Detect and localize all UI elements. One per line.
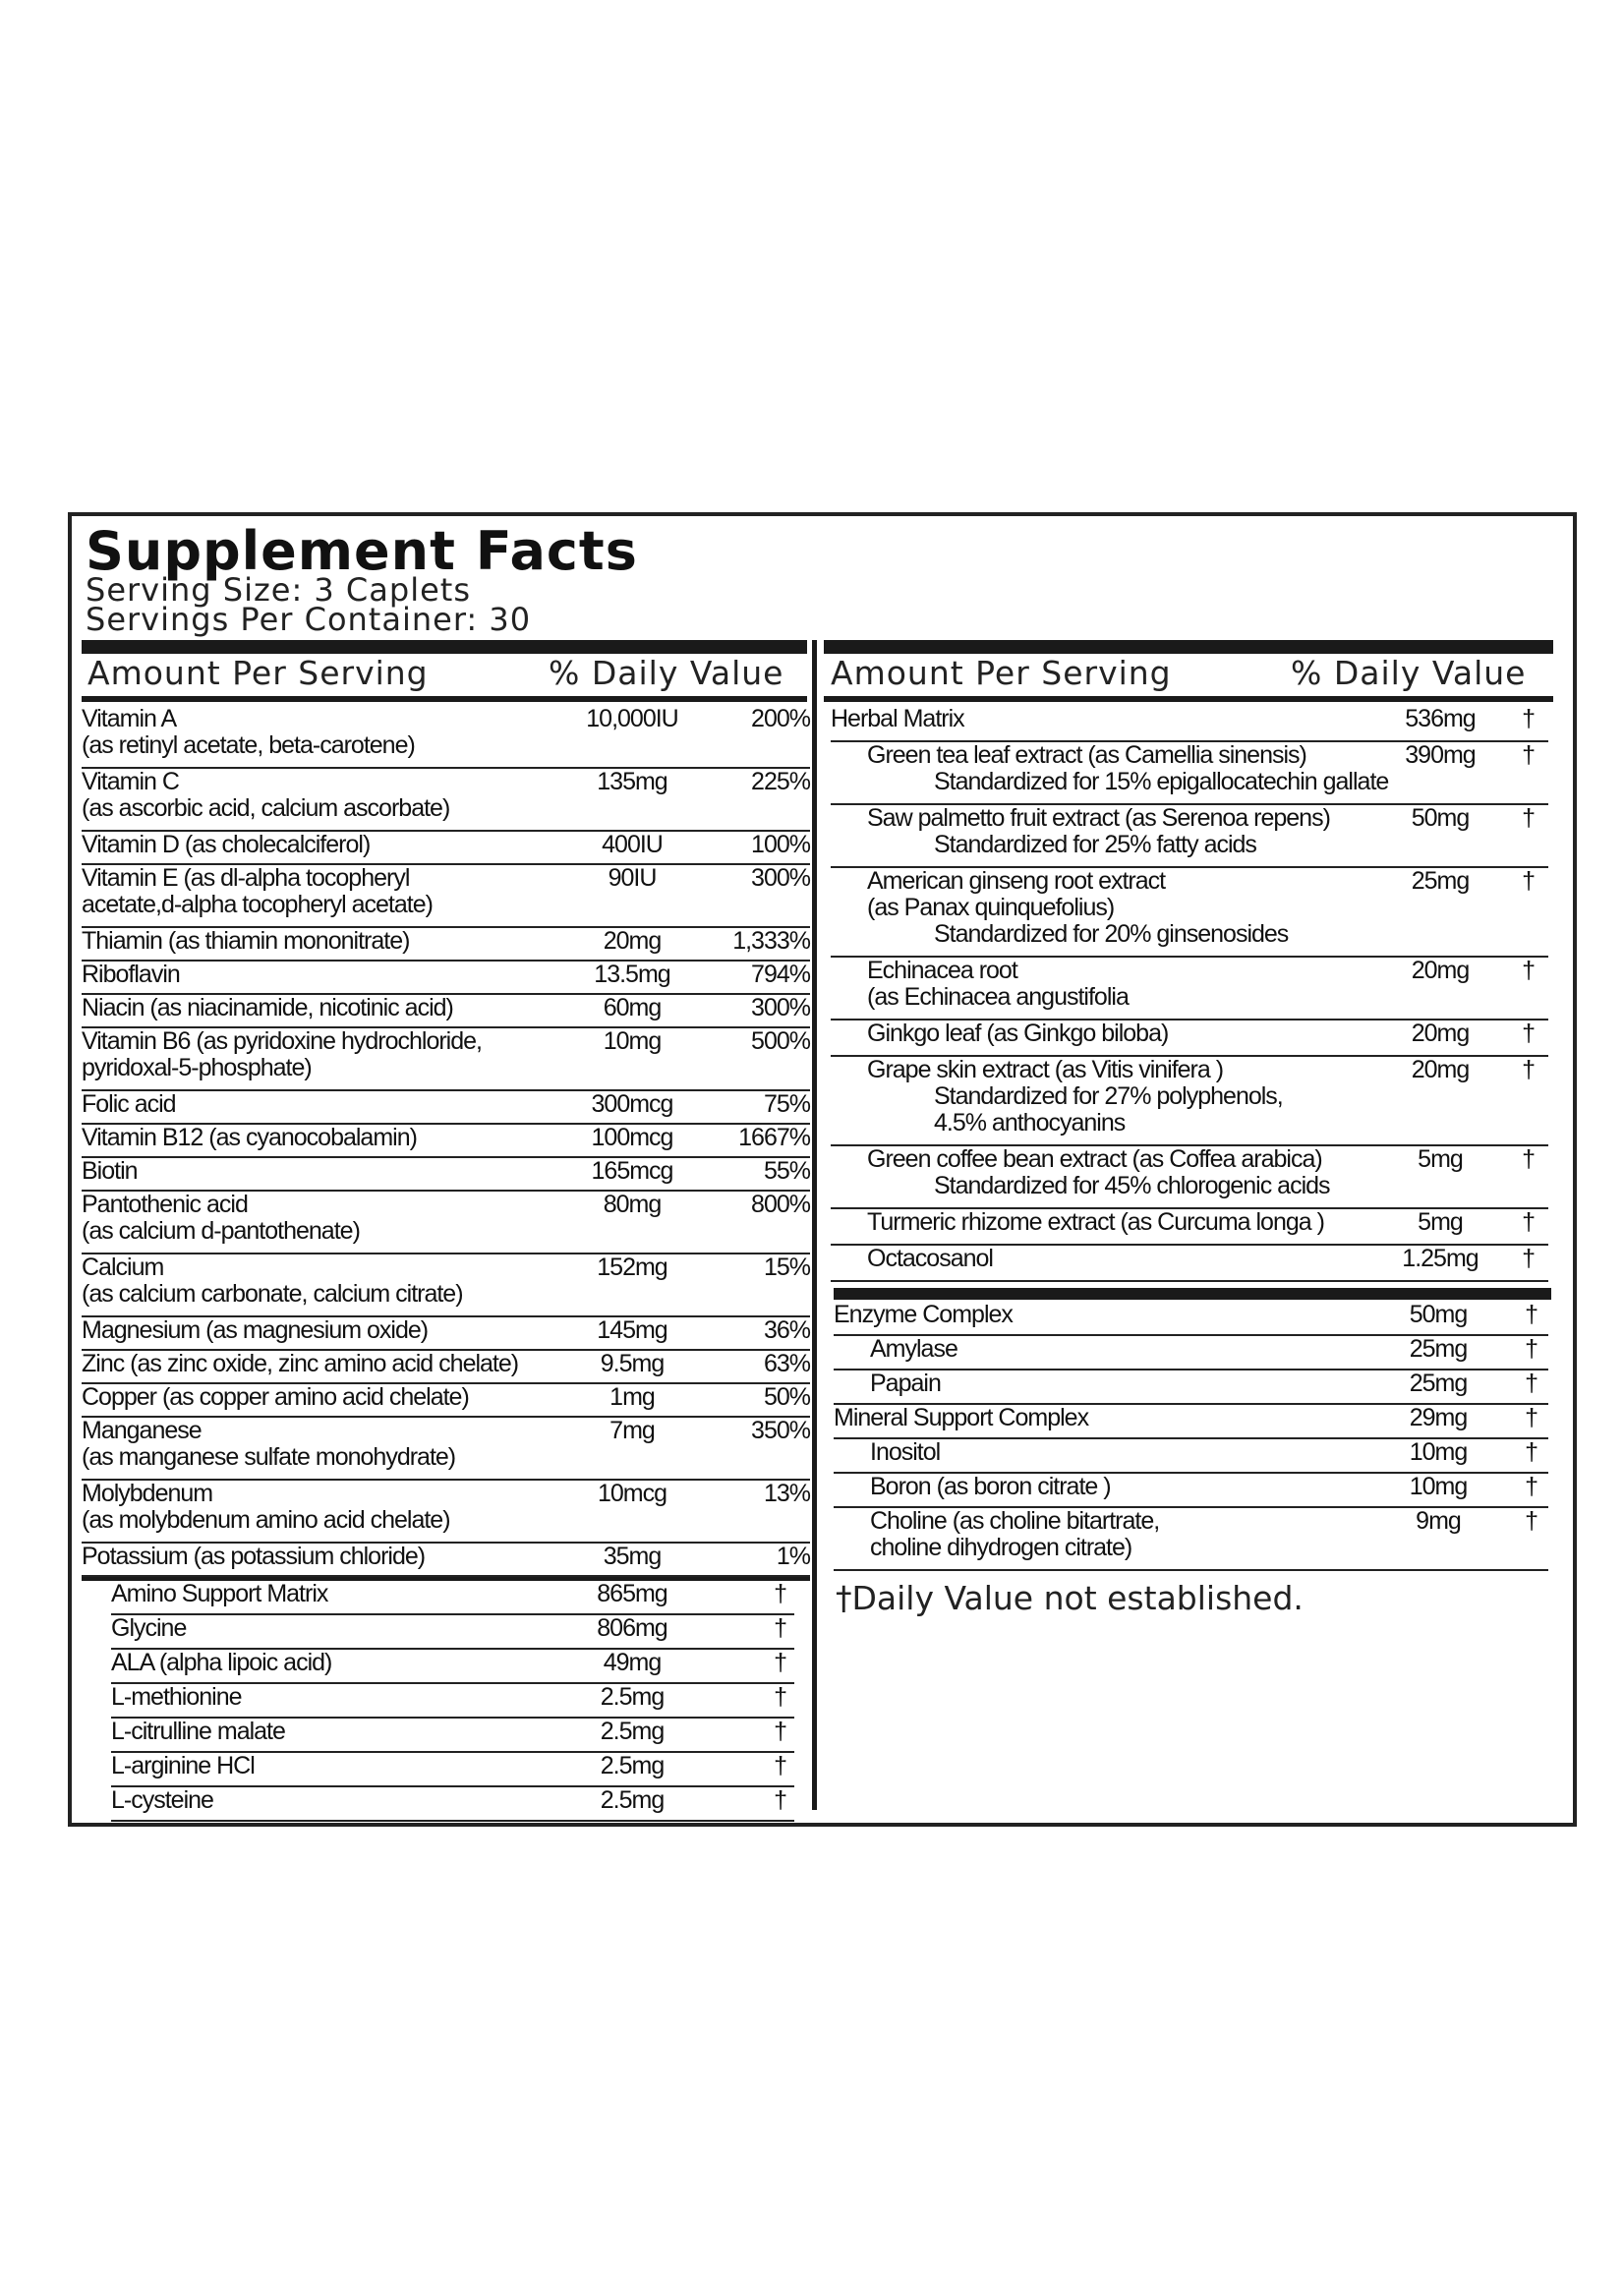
nutrient-daily-value: 13% <box>763 1480 810 1507</box>
amino-name: L-citrulline malate <box>111 1718 285 1745</box>
amino-amount: 49mg <box>603 1649 662 1676</box>
choline-row <box>834 1508 1548 1571</box>
enzyme-row <box>834 1439 1548 1474</box>
right-section-bar <box>834 1288 1551 1300</box>
herbal-name: Grape skin extract (as Vitis vinifera ) <box>867 1056 1224 1083</box>
nutrient-name: Vitamin A <box>82 705 177 732</box>
enzyme-amount: 25mg <box>1409 1370 1468 1397</box>
herbal-amount: 50mg <box>1411 804 1470 832</box>
herbal-daily-value: † <box>1522 1145 1535 1173</box>
herbal-row <box>831 958 1548 1020</box>
choline-source: choline dihydrogen citrate) <box>870 1534 1132 1561</box>
enzyme-daily-value: † <box>1525 1438 1537 1466</box>
nutrient-daily-value: 36% <box>763 1316 810 1344</box>
amino-daily-value: † <box>774 1718 786 1745</box>
nutrient-name: Biotin <box>82 1157 138 1185</box>
nutrient-daily-value: 50% <box>763 1383 810 1411</box>
nutrient-source: acetate,d-alpha tocopheryl acetate) <box>82 891 433 918</box>
enzyme-amount: 29mg <box>1409 1404 1468 1431</box>
nutrient-row <box>82 706 810 769</box>
herbal-row <box>831 1246 1548 1282</box>
nutrient-amount: 145mg <box>597 1316 667 1344</box>
choline-name: Choline (as choline bitartrate, <box>870 1507 1160 1535</box>
enzyme-name: Amylase <box>870 1335 957 1363</box>
left-nutrient-list <box>82 706 810 1577</box>
herbal-daily-value: † <box>1522 1245 1535 1272</box>
nutrient-row <box>82 1384 810 1418</box>
nutrient-amount: 400IU <box>602 831 663 858</box>
nutrient-daily-value: 225% <box>751 768 810 795</box>
enzyme-row <box>834 1336 1548 1370</box>
herbal-amount: 20mg <box>1411 1020 1470 1047</box>
nutrient-name: Molybdenum <box>82 1480 213 1507</box>
nutrient-daily-value: 1667% <box>738 1124 810 1151</box>
nutrient-name: Vitamin B6 (as pyridoxine hydrochloride, <box>82 1027 482 1055</box>
nutrient-daily-value: 55% <box>763 1157 810 1185</box>
herbal-amount: 25mg <box>1411 867 1470 895</box>
herbal-daily-value: † <box>1522 867 1535 895</box>
herbal-name: Octacosanol <box>867 1245 993 1272</box>
nutrient-name: Pantothenic acid <box>82 1191 248 1218</box>
nutrient-amount: 300mcg <box>591 1090 673 1118</box>
enzyme-daily-value: † <box>1525 1404 1537 1431</box>
right-header-rule <box>824 696 1553 702</box>
nutrient-row <box>82 865 810 928</box>
herbal-standardization: Standardized for 25% fatty acids <box>934 831 1256 858</box>
herbal-amount: 20mg <box>1411 1056 1470 1083</box>
amino-row <box>111 1650 794 1684</box>
nutrient-name: Vitamin C <box>82 768 179 795</box>
nutrient-amount: 100mcg <box>591 1124 673 1151</box>
nutrient-row <box>82 1091 810 1125</box>
herbal-name: American ginseng root extract <box>867 867 1166 895</box>
nutrient-row <box>82 769 810 832</box>
nutrient-row <box>82 1254 810 1317</box>
amino-amount: 2.5mg <box>600 1752 665 1779</box>
enzyme-row <box>834 1370 1548 1405</box>
amino-amount: 2.5mg <box>600 1718 665 1745</box>
nutrient-source: (as molybdenum amino acid chelate) <box>82 1506 450 1534</box>
nutrient-daily-value: 300% <box>751 864 810 892</box>
herbal-amount: 1.25mg <box>1402 1245 1479 1272</box>
herbal-amount: 536mg <box>1405 705 1476 732</box>
nutrient-amount: 60mg <box>603 994 662 1021</box>
herbal-name: Herbal Matrix <box>831 705 964 732</box>
amino-daily-value: † <box>774 1786 786 1814</box>
herbal-row <box>831 1020 1548 1057</box>
herbal-standardization: Standardized for 15% epigallocatechin gallate <box>934 768 1389 795</box>
herbal-daily-value: † <box>1522 741 1535 769</box>
amino-row <box>111 1615 794 1650</box>
herbal-row <box>831 868 1548 958</box>
left-header-amount: Amount Per Serving <box>87 654 429 692</box>
enzyme-row <box>834 1302 1548 1336</box>
herbal-amount: 390mg <box>1405 741 1476 769</box>
nutrient-daily-value: 75% <box>763 1090 810 1118</box>
enzyme-name: Mineral Support Complex <box>834 1404 1089 1431</box>
footnote: †Daily Value not established. <box>836 1579 1304 1617</box>
herbal-daily-value: † <box>1522 1020 1535 1047</box>
nutrient-daily-value: 1% <box>776 1543 810 1570</box>
nutrient-row <box>82 1317 810 1351</box>
amino-daily-value: † <box>774 1752 786 1779</box>
nutrient-source: (as manganese sulfate monohydrate) <box>82 1443 456 1471</box>
amino-matrix-list <box>111 1581 794 1822</box>
serving-size: Serving Size: 3 Caplets <box>86 571 471 609</box>
enzyme-daily-value: † <box>1525 1370 1537 1397</box>
herbal-name: Turmeric rhizome extract (as Curcuma longa ) <box>867 1208 1324 1236</box>
left-top-bar <box>82 640 807 654</box>
right-top-bar <box>824 640 1553 654</box>
amino-row <box>111 1684 794 1719</box>
nutrient-amount: 10,000IU <box>586 705 678 732</box>
enzyme-daily-value: † <box>1525 1301 1537 1328</box>
nutrient-amount: 1mg <box>609 1383 655 1411</box>
choline-daily-value: † <box>1525 1507 1537 1535</box>
nutrient-daily-value: 300% <box>751 994 810 1021</box>
nutrient-amount: 152mg <box>597 1254 667 1281</box>
nutrient-daily-value: 1,333% <box>732 927 810 955</box>
amino-row <box>111 1753 794 1787</box>
nutrient-amount: 9.5mg <box>600 1350 665 1377</box>
herbal-row <box>831 1057 1548 1146</box>
amino-amount: 2.5mg <box>600 1786 665 1814</box>
nutrient-daily-value: 200% <box>751 705 810 732</box>
nutrient-daily-value: 794% <box>751 961 810 988</box>
column-divider <box>812 640 817 1810</box>
amino-name: ALA (alpha lipoic acid) <box>111 1649 332 1676</box>
supplement-facts-panel <box>68 512 1577 1827</box>
amino-row <box>111 1787 794 1822</box>
nutrient-row <box>82 1351 810 1384</box>
nutrient-name: Niacin (as niacinamide, nicotinic acid) <box>82 994 453 1021</box>
amino-amount: 806mg <box>597 1614 667 1642</box>
herbal-standardization: Standardized for 45% chlorogenic acids <box>934 1172 1330 1199</box>
nutrient-name: Folic acid <box>82 1090 176 1118</box>
amino-daily-value: † <box>774 1649 786 1676</box>
nutrient-name: Riboflavin <box>82 961 180 988</box>
nutrient-row <box>82 995 810 1028</box>
nutrient-row <box>82 832 810 865</box>
amino-name: L-arginine HCl <box>111 1752 255 1779</box>
amino-name: Amino Support Matrix <box>111 1580 328 1607</box>
amino-daily-value: † <box>774 1580 786 1607</box>
herbal-name: Ginkgo leaf (as Ginkgo biloba) <box>867 1020 1169 1047</box>
nutrient-daily-value: 100% <box>751 831 810 858</box>
nutrient-name: Calcium <box>82 1254 164 1281</box>
nutrient-source: (as retinyl acetate, beta-carotene) <box>82 731 415 759</box>
enzyme-amount: 10mg <box>1409 1473 1468 1500</box>
enzyme-name: Boron (as boron citrate ) <box>870 1473 1111 1500</box>
herbal-row <box>831 805 1548 868</box>
nutrient-amount: 135mg <box>597 768 667 795</box>
nutrient-amount: 20mg <box>603 927 662 955</box>
servings-per-container: Servings Per Container: 30 <box>86 601 532 638</box>
enzyme-mineral-list <box>834 1302 1548 1571</box>
enzyme-name: Inositol <box>870 1438 941 1466</box>
enzyme-name: Papain <box>870 1370 941 1397</box>
amino-name: L-cysteine <box>111 1786 213 1814</box>
nutrient-row <box>82 1158 810 1192</box>
herbal-daily-value: † <box>1522 1208 1535 1236</box>
nutrient-source: (as calcium carbonate, calcium citrate) <box>82 1280 463 1308</box>
herbal-name: Saw palmetto fruit extract (as Serenoa repens) <box>867 804 1330 832</box>
nutrient-amount: 35mg <box>603 1543 662 1570</box>
nutrient-amount: 13.5mg <box>594 961 670 988</box>
panel-title: Supplement Facts <box>86 520 638 582</box>
herbal-standardization-2: 4.5% anthocyanins <box>934 1109 1126 1137</box>
nutrient-row <box>82 1192 810 1254</box>
nutrient-name: Manganese <box>82 1417 202 1444</box>
nutrient-amount: 7mg <box>609 1417 655 1444</box>
amino-row <box>111 1581 794 1615</box>
herbal-amount: 20mg <box>1411 957 1470 984</box>
nutrient-row <box>82 1544 810 1577</box>
nutrient-daily-value: 500% <box>751 1027 810 1055</box>
nutrient-row <box>82 962 810 995</box>
amino-name: L-methionine <box>111 1683 242 1711</box>
nutrient-amount: 90IU <box>608 864 657 892</box>
amino-amount: 2.5mg <box>600 1683 665 1711</box>
herbal-standardization: Standardized for 20% ginsenosides <box>934 920 1289 948</box>
nutrient-amount: 10mg <box>603 1027 662 1055</box>
enzyme-name: Enzyme Complex <box>834 1301 1013 1328</box>
nutrient-name: Zinc (as zinc oxide, zinc amino acid chelate) <box>82 1350 519 1377</box>
amino-amount: 865mg <box>597 1580 667 1607</box>
nutrient-name: Copper (as copper amino acid chelate) <box>82 1383 469 1411</box>
nutrient-row <box>82 1125 810 1158</box>
enzyme-amount: 50mg <box>1409 1301 1468 1328</box>
nutrient-name: Vitamin D (as cholecalciferol) <box>82 831 371 858</box>
nutrient-amount: 10mcg <box>597 1480 667 1507</box>
herbal-matrix-list <box>831 706 1548 1282</box>
herbal-daily-value: † <box>1522 957 1535 984</box>
nutrient-daily-value: 350% <box>751 1417 810 1444</box>
nutrient-amount: 165mcg <box>591 1157 673 1185</box>
nutrient-source: pyridoxal-5-phosphate) <box>82 1054 312 1081</box>
nutrient-name: Magnesium (as magnesium oxide) <box>82 1316 429 1344</box>
nutrient-row <box>82 1028 810 1091</box>
nutrient-row <box>82 1481 810 1544</box>
nutrient-row <box>82 1418 810 1481</box>
herbal-source: (as Panax quinquefolius) <box>867 894 1115 921</box>
amino-row <box>111 1719 794 1753</box>
enzyme-row <box>834 1405 1548 1439</box>
enzyme-amount: 10mg <box>1409 1438 1468 1466</box>
nutrient-daily-value: 63% <box>763 1350 810 1377</box>
nutrient-daily-value: 15% <box>763 1254 810 1281</box>
herbal-row <box>831 706 1548 742</box>
herbal-source: (as Echinacea angustifolia <box>867 983 1129 1011</box>
nutrient-name: Vitamin E (as dl-alpha tocopheryl <box>82 864 410 892</box>
right-header-dv: % Daily Value <box>1291 654 1527 692</box>
herbal-standardization: Standardized for 27% polyphenols, <box>934 1082 1283 1110</box>
herbal-daily-value: † <box>1522 804 1535 832</box>
left-header-dv: % Daily Value <box>549 654 784 692</box>
herbal-daily-value: † <box>1522 705 1535 732</box>
nutrient-name: Vitamin B12 (as cyanocobalamin) <box>82 1124 417 1151</box>
herbal-name: Green coffee bean extract (as Coffea arabica) <box>867 1145 1322 1173</box>
nutrient-source: (as ascorbic acid, calcium ascorbate) <box>82 794 450 822</box>
enzyme-row <box>834 1474 1548 1508</box>
nutrient-name: Potassium (as potassium chloride) <box>82 1543 426 1570</box>
enzyme-daily-value: † <box>1525 1473 1537 1500</box>
enzyme-daily-value: † <box>1525 1335 1537 1363</box>
amino-name: Glycine <box>111 1614 187 1642</box>
nutrient-name: Thiamin (as thiamin mononitrate) <box>82 927 410 955</box>
herbal-name: Green tea leaf extract (as Camellia sinensis) <box>867 741 1306 769</box>
herbal-name: Echinacea root <box>867 957 1017 984</box>
nutrient-amount: 80mg <box>603 1191 662 1218</box>
herbal-row <box>831 742 1548 805</box>
herbal-daily-value: † <box>1522 1056 1535 1083</box>
left-header-rule <box>82 696 807 702</box>
herbal-row <box>831 1209 1548 1246</box>
amino-daily-value: † <box>774 1614 786 1642</box>
nutrient-daily-value: 800% <box>751 1191 810 1218</box>
herbal-row <box>831 1146 1548 1209</box>
herbal-amount: 5mg <box>1418 1145 1463 1173</box>
enzyme-amount: 25mg <box>1409 1335 1468 1363</box>
amino-daily-value: † <box>774 1683 786 1711</box>
herbal-amount: 5mg <box>1418 1208 1463 1236</box>
right-header-amount: Amount Per Serving <box>831 654 1172 692</box>
choline-amount: 9mg <box>1416 1507 1461 1535</box>
nutrient-row <box>82 928 810 962</box>
nutrient-source: (as calcium d-pantothenate) <box>82 1217 360 1245</box>
